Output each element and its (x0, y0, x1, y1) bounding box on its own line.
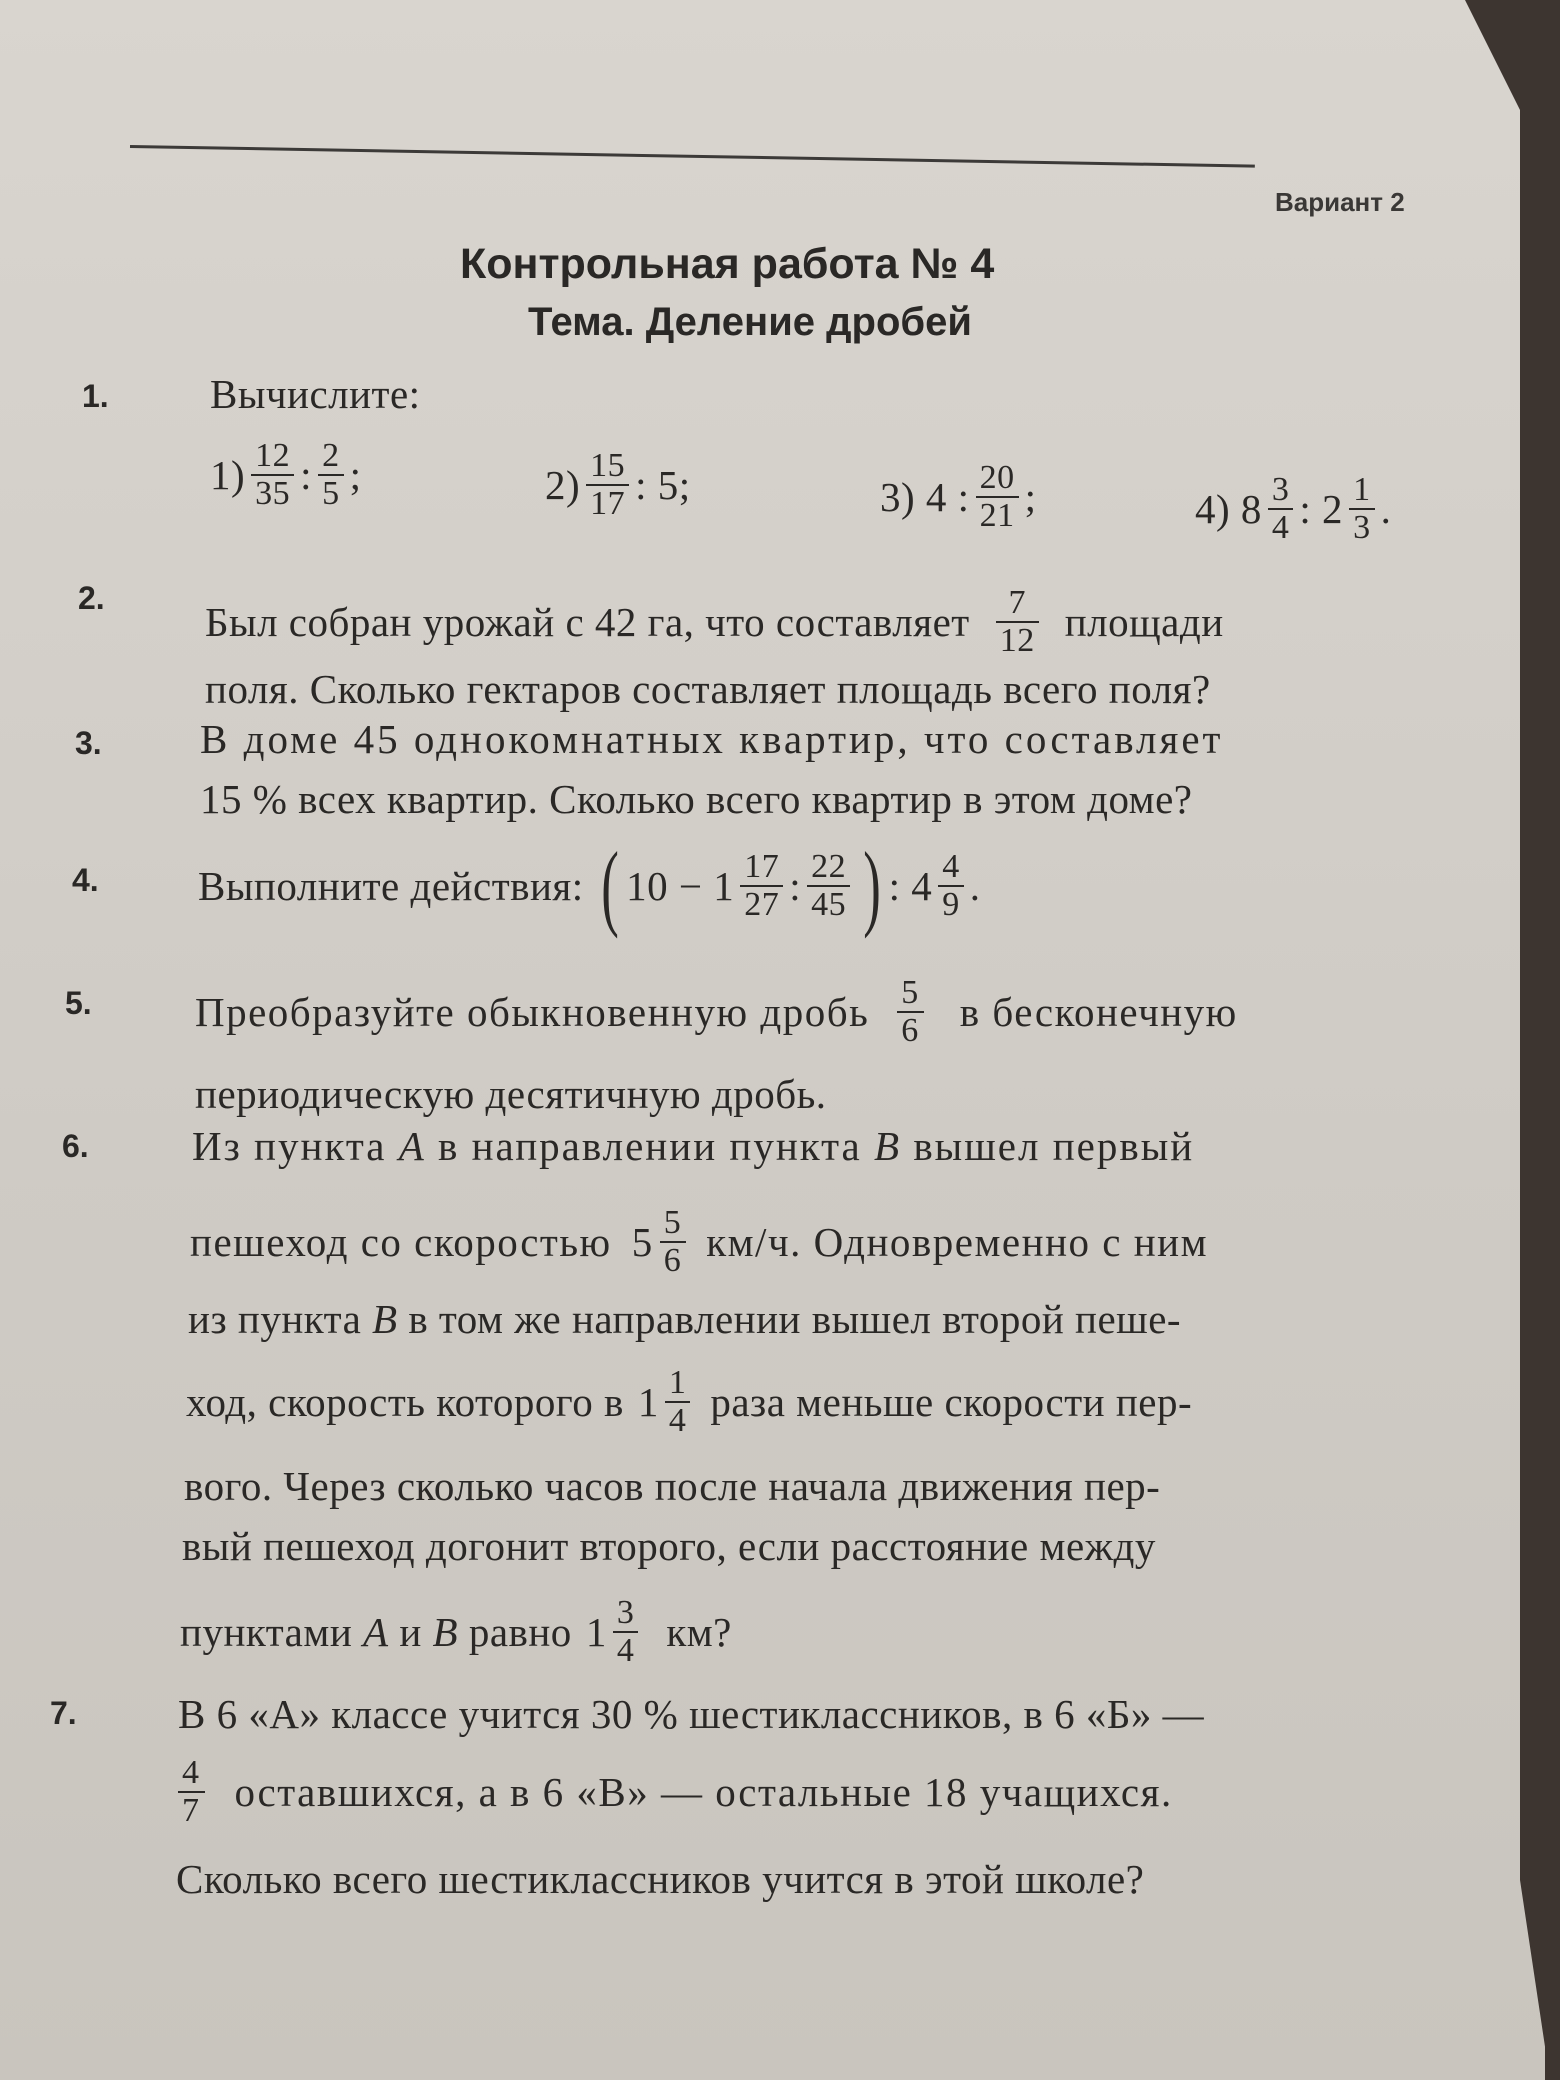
task-1-item-4: 4) 8 $\frac{3}{4}$ : 2 $\frac{1}{3}$ . (1195, 471, 1392, 546)
task-7-number: 7. (50, 1695, 77, 1731)
fraction: $\frac{4}{7}$ (178, 1755, 205, 1828)
task-3-line-1: В доме 45 однокомнатных квартир, что составляет (200, 716, 1224, 762)
fraction: $\frac{4}{9}$ (938, 849, 964, 922)
task-1-item-3: 3) 4 : $\frac{20}{21}$ ; (880, 459, 1037, 534)
task-7-line-2: $\frac{4}{7}$ оставшихся, а в 6 «В» — остальные 18 учащихся. (178, 1755, 1173, 1828)
task-6-line-5: вого. Через сколько часов после начала движения пер- (184, 1463, 1161, 1509)
task-1-number: 1. (82, 378, 109, 414)
fraction: $\frac{17}{27}$ (740, 849, 783, 922)
fraction: $\frac{5}{6}$ (660, 1205, 687, 1278)
task-5-line-2: периодическую десятичную дробь. (195, 1071, 827, 1117)
task-6-line-6: вый пешеход догонит второго, если расстояние между (182, 1523, 1156, 1569)
task-6-line-3: из пункта B в том же направлении вышел второй пеше- (188, 1296, 1182, 1342)
task-1-item-2: 2) $\frac{15}{17}$ : 5; (545, 447, 691, 522)
task-6-line-1: Из пункта A в направлении пункта B вышел первый (192, 1123, 1195, 1169)
task-2-number: 2. (78, 580, 105, 616)
fraction: $\frac{2}{5}$ (318, 438, 344, 511)
task-5-line-1: Преобразуйте обыкновенную дробь $\frac{5}{6}$ в бесконечную (195, 974, 1238, 1049)
task-1-item-1: 1) $\frac{12}{35}$ : $\frac{2}{5}$ ; (210, 437, 362, 512)
task-7-line-3: Сколько всего шестиклассников учится в этой школе? (176, 1856, 1145, 1902)
task-6-number: 6. (62, 1128, 89, 1164)
task-2-line-2: поля. Сколько гектаров составляет площадь всего поля? (205, 666, 1211, 712)
task-2-line-1: Был собран урожай с 42 га, что составляет $\frac{7}{12}$ площади (205, 584, 1224, 659)
fraction: $\frac{1}{4}$ (665, 1365, 691, 1438)
variant-label: Вариант 2 (1275, 187, 1405, 217)
fraction: $\frac{15}{17}$ (586, 448, 629, 521)
page-title: Контрольная работа № 4 (460, 240, 995, 288)
page-topic: Тема. Деление дробей (528, 300, 972, 344)
fraction: $\frac{12}{35}$ (251, 438, 294, 511)
task-4-number: 4. (72, 862, 99, 898)
task-5-number: 5. (65, 985, 92, 1021)
task-6-line-2: пешеход со скоростью 5 $\frac{5}{6}$ км/ч. Одновременно с ним (190, 1204, 1209, 1279)
fraction: $\frac{1}{3}$ (1349, 472, 1375, 545)
fraction: $\frac{5}{6}$ (897, 975, 924, 1048)
task-4-line: Выполните действия: ( 10 − 1 $\frac{17}{27}$ : $\frac{22}{45}$ ) : 4 $\frac{4}{9}$ . (198, 832, 981, 939)
fraction: $\frac{3}{4}$ (613, 1595, 639, 1668)
fraction: $\frac{22}{45}$ (807, 849, 850, 922)
task-3-number: 3. (75, 725, 102, 761)
task-6-line-7: пунктами A и B равно 1 $\frac{3}{4}$ км? (180, 1594, 732, 1669)
task-7-line-1: В 6 «А» классе учится 30 % шестиклассников, в 6 «Б» — (178, 1691, 1205, 1737)
task-6-line-4: ход, скорость которого в 1 $\frac{1}{4}$ раза меньше скорости пер- (186, 1364, 1193, 1439)
fraction: $\frac{7}{12}$ (996, 585, 1039, 658)
fraction: $\frac{20}{21}$ (976, 460, 1019, 533)
task-3-line-2: 15 % всех квартир. Сколько всего квартир в этом доме? (200, 776, 1193, 822)
fraction: $\frac{3}{4}$ (1268, 472, 1294, 545)
task-1-text: Вычислите: (210, 371, 421, 417)
